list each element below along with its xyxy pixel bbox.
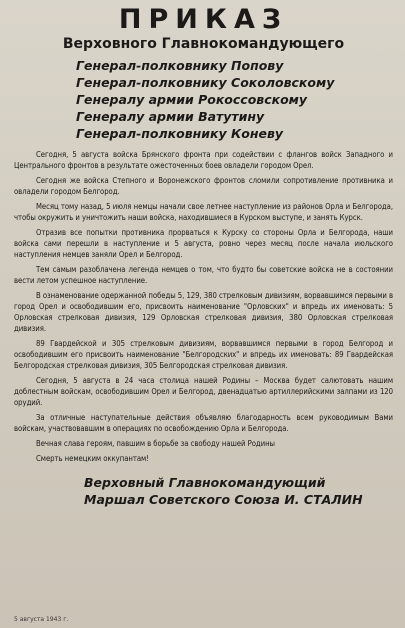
paragraph: Сегодня, 5 августа войска Брянского фронта при содействии с флангов войск Западного и Центрального фронтов в результате ожесточенных боев овладели городом Орел. [14, 150, 393, 170]
paragraph: В ознаменование одержанной победы 5, 129, 380 стрелковым дивизиям, ворвавшимся первыми в город Орел и освободившим его, присвоить наименование "Орловских" и впредь их именовать: 5 Орловская стрелковая дивизия, 129 Орловская стрелковая дивизия, 380 Орловская стрелковая дивизия. [14, 291, 393, 333]
paragraph: Месяц тому назад, 5 июля немцы начали свое летнее наступление из районов Орла и Белгорода, чтобы окружить и уничтожить наши войска, находившиеся в Курском выступе, и занять Курск. [14, 202, 393, 222]
addressee-list [14, 57, 393, 142]
paragraph: За отличные наступательные действия объявляю благодарность всем руководимым Вами войскам, участвовавшим в операциях по освобождению Орла и Белгорода. [14, 413, 393, 433]
addressee: Генерал-полковнику Соколовскому [76, 75, 335, 90]
paragraph: Сегодня, 5 августа в 24 часа столица нашей Родины – Москва будет салютовать нашим доблестным войскам, освободившим Орел и Белгород, двенадцатью артиллерийскими залпами из 120 орудий. [14, 376, 393, 407]
signature-block [14, 474, 393, 508]
signature-name: Маршал Советского Союза И. СТАЛИН [84, 492, 363, 507]
addressee: Генералу армии Рокоссовскому [76, 92, 308, 107]
paragraph: Отразив все попытки противника прорваться к Курску со стороны Орла и Белгорода, наши войска сами перешли в наступление и 5 августа, ровно через месяц после начала июльского наступления немцев заняли Орел и Белгород. [14, 228, 393, 259]
addressee: Генерал-полковнику Попову [76, 58, 284, 73]
addressee: Генералу армии Ватутину [76, 109, 265, 124]
addressee: Генерал-полковнику Коневу [76, 126, 284, 141]
paragraph: Смерть немецким оккупантам! [36, 454, 149, 463]
paragraph: Вечная слава героям, павшим в борьбе за свободу нашей Родины [36, 439, 275, 448]
document-subtitle: Верховного Главнокомандующего [62, 36, 345, 52]
paragraph: Тем самым разоблачена легенда немцев о том, что будто бы советские войска не в состоянии вести летом успешное наступление. [14, 265, 393, 285]
signature-title: Верховный Главнокомандующий [84, 475, 326, 490]
paragraph: Сегодня же войска Степного и Воронежского фронтов сломили сопротивление противника и овладели городом Белгород. [14, 176, 393, 196]
document-title: ПРИКАЗ [118, 4, 289, 35]
document-date: 5 августа 1943 г. [14, 616, 69, 623]
order-body [14, 149, 393, 464]
paragraph: 89 Гвардейской и 305 стрелковым дивизиям, ворвавшимся первыми в город Белгород и освободившим его присвоить наименование "Белгородских" и впредь их именовать: 89 Гвардейская Белгородская стрелковая дивизия, 305 Белгородская стрелковая дивизия. [14, 339, 393, 370]
